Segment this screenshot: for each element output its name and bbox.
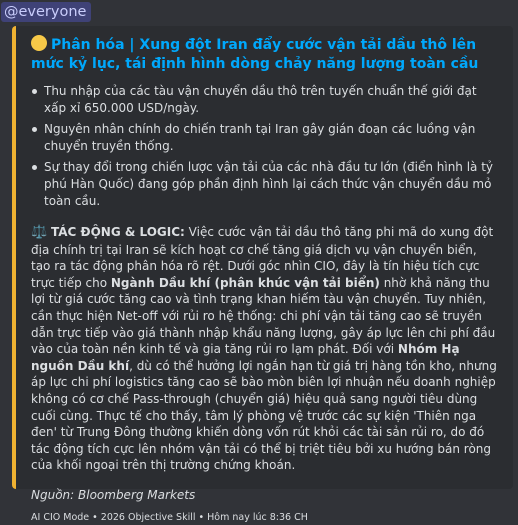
embed-title[interactable] — [31, 35, 499, 74]
embed-title-text: Phân hóa | Xung đột Iran đẩy cước vận tải dầu thô lên mức kỷ lục, tái định hình dòng chảy năng lượng toàn cầu — [31, 37, 479, 72]
source-line: Nguồn: Bloomberg Markets — [31, 487, 196, 502]
everyone-mention[interactable]: @everyone — [1, 2, 91, 22]
summary-bullet-list — [31, 83, 499, 210]
impact-text-part: Việc cước vận tải dầu thô tăng phi mã do xung đột địa chính trị tại Iran sẽ kích hoạt cơ chế tăng giá dịch vụ vận chuyển biển, tạo ra tác động phân hóa rõ rệt. Dưới góc nhìn CIO, đây là tín hiệu tích cực trực tiếp cho — [31, 225, 494, 290]
impact-sector-highlight: Ngành Dầu khí (phân khúc vận tải biển) — [110, 275, 380, 290]
summary-bullet: Thu nhập của các tàu vận chuyển dầu thô trên tuyến chuẩn thế giới đạt xấp xỉ 650.000 USD/ngày. — [31, 83, 499, 117]
news-embed — [12, 26, 513, 523]
balance-scale-icon: ⚖️ — [31, 225, 48, 240]
yellow-circle-icon — [31, 35, 47, 51]
summary-bullet: Nguyên nhân chính do chiến tranh tại Iran gây gián đoạn các luồng vận chuyển truyền thống. — [31, 121, 499, 155]
impact-paragraph — [31, 224, 499, 474]
embed-footer: AI CIO Mode • 2026 Objective Skill • Hôm nay lúc 8:36 CH — [31, 511, 308, 523]
summary-bullet: Sự thay đổi trong chiến lược vận tải của các nhà đầu tư lớn (điển hình là tỷ phú Hàn Quốc) đang góp phần định hình lại cách thức vận chuyển dầu mỏ toàn cầu. — [31, 159, 499, 210]
impact-sector-highlight: Nhóm Hạ nguồn Dầu khí — [31, 342, 460, 373]
impact-heading: TÁC ĐỘNG & LOGIC: — [51, 225, 185, 239]
impact-text-part: nhờ khả năng thu lợi từ giá cước tăng cao và tình trạng khan hiếm tàu vận chuyển. Tuy nhiên, cần thực hiện Net-off với rủi ro hệ thống: chi phí vận tải tăng cao sẽ truyền dẫn trực tiếp vào giá thành nhập khẩu năng lượng, gây áp lực lên chi phí đầu vào của toàn nền kinh tế và gia tăng rủi ro lạm phát. Đối với — [31, 275, 496, 357]
impact-text-part: , dù có thể hưởng lợi ngắn hạn từ giá trị hàng tồn kho, nhưng áp lực chi phí logistics tăng cao sẽ bào mòn biên lợi nhuận nếu doanh nghiệp không có cơ chế Pass-through (chuyển giá) hiệu quả sang người tiêu dùng cuối cùng. Thực tế cho thấy, tâm lý phòng vệ trước các sự kiện 'Thiên nga đen' từ Trung Đông thường khiến dòng vốn rút khỏi các tài sản rủi ro, do đó tác động tích cực lên nhóm vận tải có thể bị triệt tiêu bởi xu hướng bán ròng của khối ngoại trên thị trường chứng khoán. — [31, 358, 497, 473]
